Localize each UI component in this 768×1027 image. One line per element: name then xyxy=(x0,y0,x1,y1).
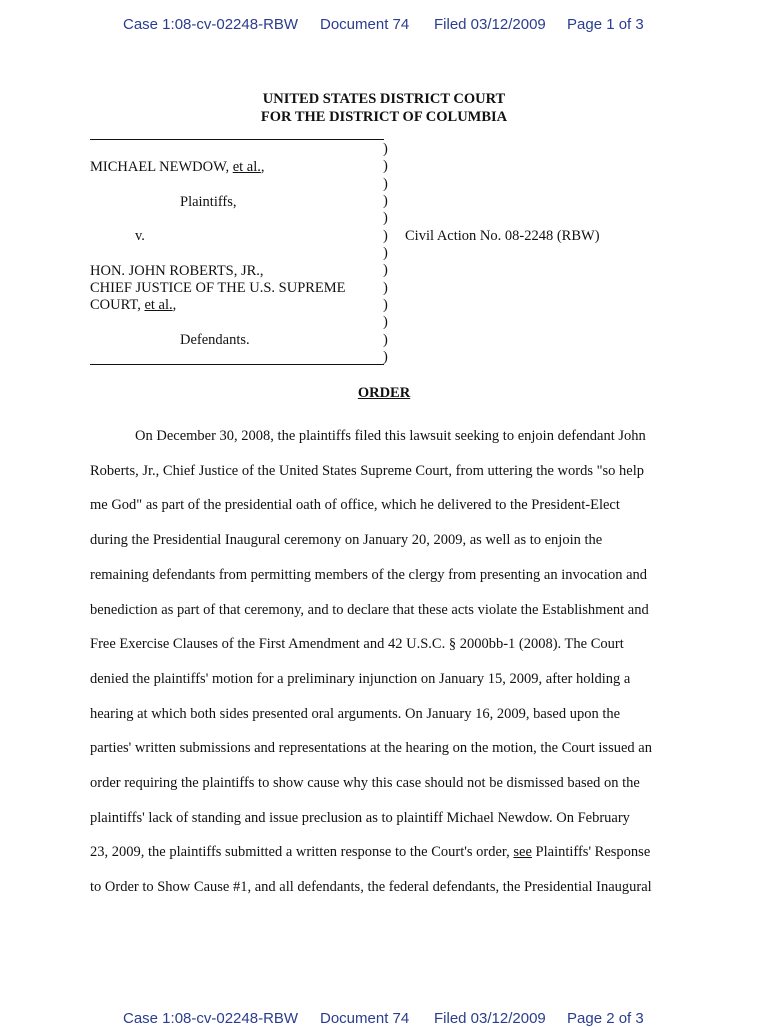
civil-action-number: Civil Action No. 08-2248 (RBW) xyxy=(405,228,600,244)
document-number: Document 74 xyxy=(320,1010,410,1027)
page-number: Page 1 of 3 xyxy=(567,16,644,33)
filed-date: Filed 03/12/2009 xyxy=(434,16,546,33)
case-number: Case 1:08-cv-02248-RBW xyxy=(123,16,299,33)
see-signal: see xyxy=(513,844,532,861)
body-line: plaintiffs' lack of standing and issue preclusion as to plaintiff Michael Newdow. On February xyxy=(90,809,630,826)
order-title: ORDER xyxy=(357,385,411,401)
court-name-line2: FOR THE DISTRICT OF COLUMBIA xyxy=(260,109,508,125)
body-line: Roberts, Jr., Chief Justice of the United States Supreme Court, from uttering the words "so help xyxy=(90,462,645,479)
body-line: remaining defendants from permitting members of the clergy from presenting an invocation and xyxy=(90,566,648,583)
body-line: denied the plaintiffs' motion for a preliminary injunction on January 15, 2009, after holding a xyxy=(90,670,631,687)
case-number: Case 1:08-cv-02248-RBW xyxy=(123,1010,299,1027)
order-body-paragraph xyxy=(90,419,676,905)
body-line: Free Exercise Clauses of the First Amendment and 42 U.S.C. § 2000bb-1 (2008). The Court xyxy=(90,636,624,653)
body-line: benediction as part of that ceremony, and to declare that these acts violate the Establishment and xyxy=(90,601,649,618)
body-line: On December 30, 2008, the plaintiffs filed this lawsuit seeking to enjoin defendant John xyxy=(135,428,646,444)
defendant-line-2: CHIEF JUSTICE OF THE U.S. SUPREME xyxy=(90,280,346,296)
body-line: 23, 2009, the plaintiffs submitted a written response to the Court's order, see Plaintiffs' Response xyxy=(90,844,651,861)
body-line: to Order to Show Cause #1, and all defendants, the federal defendants, the Presidential Inaugural xyxy=(90,879,652,896)
plaintiffs-label: Plaintiffs, xyxy=(180,194,237,210)
filed-date: Filed 03/12/2009 xyxy=(434,1010,546,1027)
document-number: Document 74 xyxy=(320,16,410,33)
caption-paren-column: ) ) ) ) ) ) ) ) ) ) ) ) ) xyxy=(383,141,388,366)
body-line: during the Presidential Inaugural ceremony on January 20, 2009, as well as to enjoin the xyxy=(90,532,603,549)
page-number: Page 2 of 3 xyxy=(567,1010,644,1027)
body-line: hearing at which both sides presented oral arguments. On January 16, 2009, based upon the xyxy=(90,705,621,722)
versus-label: v. xyxy=(135,228,145,244)
body-line: parties' written submissions and representations at the hearing on the motion, the Court issued an xyxy=(90,740,652,757)
body-line: me God" as part of the presidential oath of office, which he delivered to the President-Elect xyxy=(90,497,620,514)
defendant-line-3: COURT, et al., xyxy=(90,297,177,313)
caption-bottom-rule xyxy=(90,364,384,365)
plaintiff-name: MICHAEL NEWDOW, et al., xyxy=(90,159,265,175)
defendant-line-1: HON. JOHN ROBERTS, JR., xyxy=(90,263,264,279)
body-line: order requiring the plaintiffs to show cause why this case should not be dismissed based on the xyxy=(90,775,640,792)
defendants-label: Defendants. xyxy=(180,332,250,348)
court-name-line1: UNITED STATES DISTRICT COURT xyxy=(262,91,506,107)
caption-top-rule xyxy=(90,139,384,140)
